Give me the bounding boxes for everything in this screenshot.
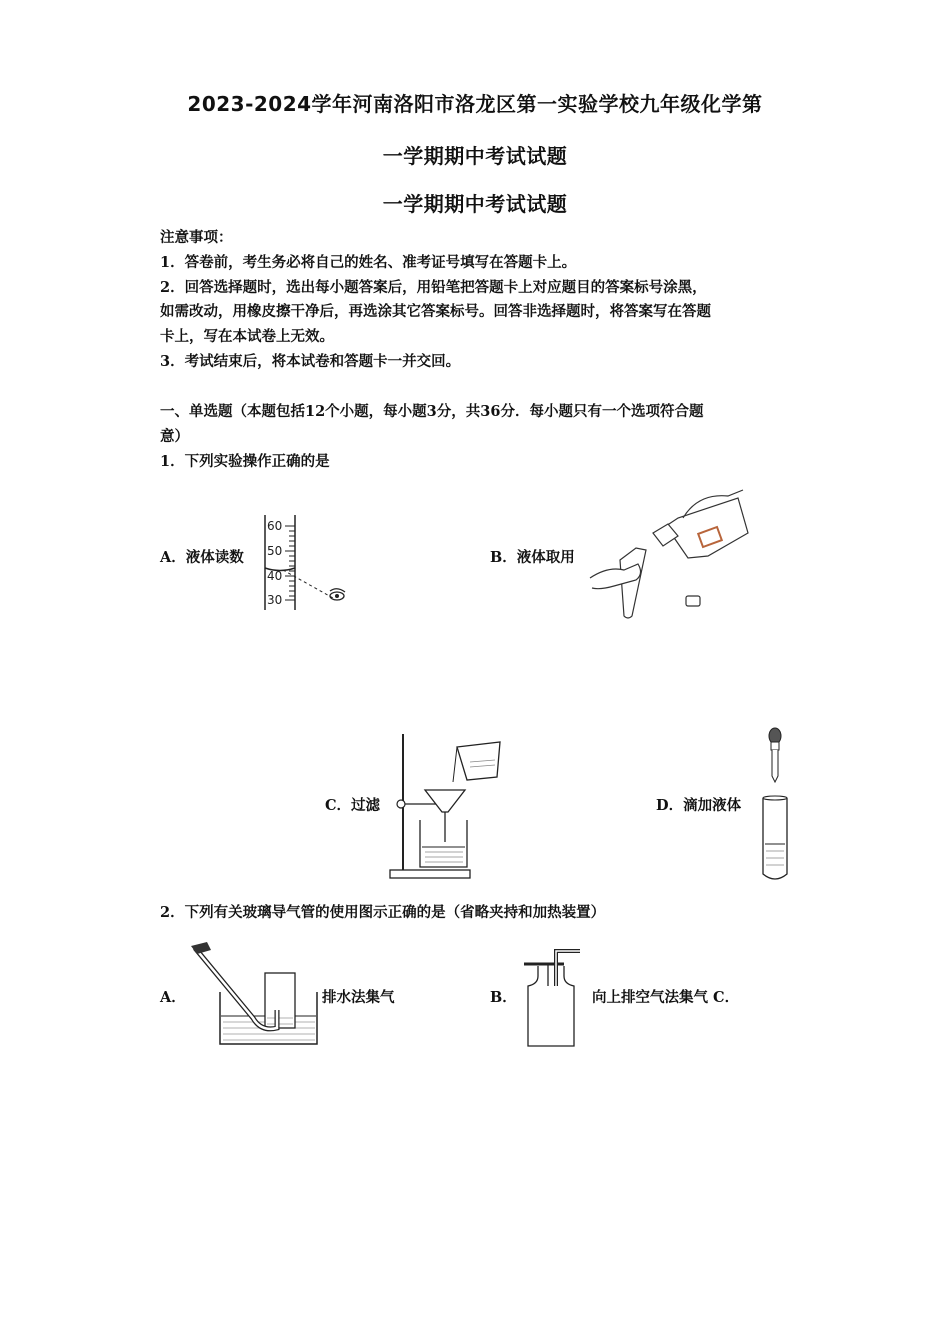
cylinder-tick-label: 60 xyxy=(267,519,283,533)
q2-option-b-label: 向上排空气法集气 C． xyxy=(592,989,740,1006)
notice-item-2-line3: 卡上，写在本试卷上无效。 xyxy=(160,328,334,345)
q2-option-a-letter: A． xyxy=(160,989,186,1006)
section-heading-line2: 意） xyxy=(160,428,189,445)
page-title-line1: 2023-2024学年河南洛阳市洛龙区第一实验学校九年级化学第 xyxy=(187,92,763,116)
notice-item-1: 1．答卷前，考生务必将自己的姓名、准考证号填写在答题卡上。 xyxy=(160,254,577,271)
question-2-stem: 2．下列有关玻璃导气管的使用图示正确的是（省略夹持和加热装置） xyxy=(160,904,606,921)
page-title-line3: 一学期期中考试试题 xyxy=(382,192,568,216)
air-collection-figure xyxy=(518,946,588,1050)
q1-option-c-label: C．过滤 xyxy=(325,797,381,814)
notice-heading: 注意事项： xyxy=(160,229,233,246)
section-heading-line1: 一、单选题（本题包括12个小题，每小题3分，共36分．每小题只有一个选项符合题 xyxy=(160,403,704,420)
cylinder-tick-label: 50 xyxy=(267,544,283,558)
q1-option-a-label: A．液体读数 xyxy=(160,549,244,566)
liquid-pouring-figure xyxy=(588,488,758,620)
q1-option-b-label: B．液体取用 xyxy=(490,549,575,566)
graduated-cylinder-figure xyxy=(255,510,365,615)
dropper-figure xyxy=(755,726,795,884)
water-collection-figure xyxy=(185,940,325,1048)
page-title-line2: 一学期期中考试试题 xyxy=(382,144,568,168)
q1-option-d-label: D．滴加液体 xyxy=(656,797,742,814)
question-1-stem: 1．下列实验操作正确的是 xyxy=(160,453,330,470)
notice-item-2-line1: 2．回答选择题时，选出每小题答案后，用铅笔把答题卡上对应题目的答案标号涂黑， xyxy=(160,279,707,296)
filtration-figure xyxy=(385,732,515,882)
notice-item-2-line2: 如需改动，用橡皮擦干净后，再选涂其它答案标号。回答非选择题时，将答案写在答题 xyxy=(160,303,711,320)
q2-option-a-label: 排水法集气 xyxy=(322,989,395,1006)
cylinder-tick-label: 30 xyxy=(267,593,283,607)
bottle-cap-icon xyxy=(686,596,700,606)
cylinder-tick-label: 40 xyxy=(267,569,283,583)
notice-item-3: 3．考试结束后，将本试卷和答题卡一并交回。 xyxy=(160,353,461,370)
q2-option-b-letter: B． xyxy=(490,989,517,1006)
